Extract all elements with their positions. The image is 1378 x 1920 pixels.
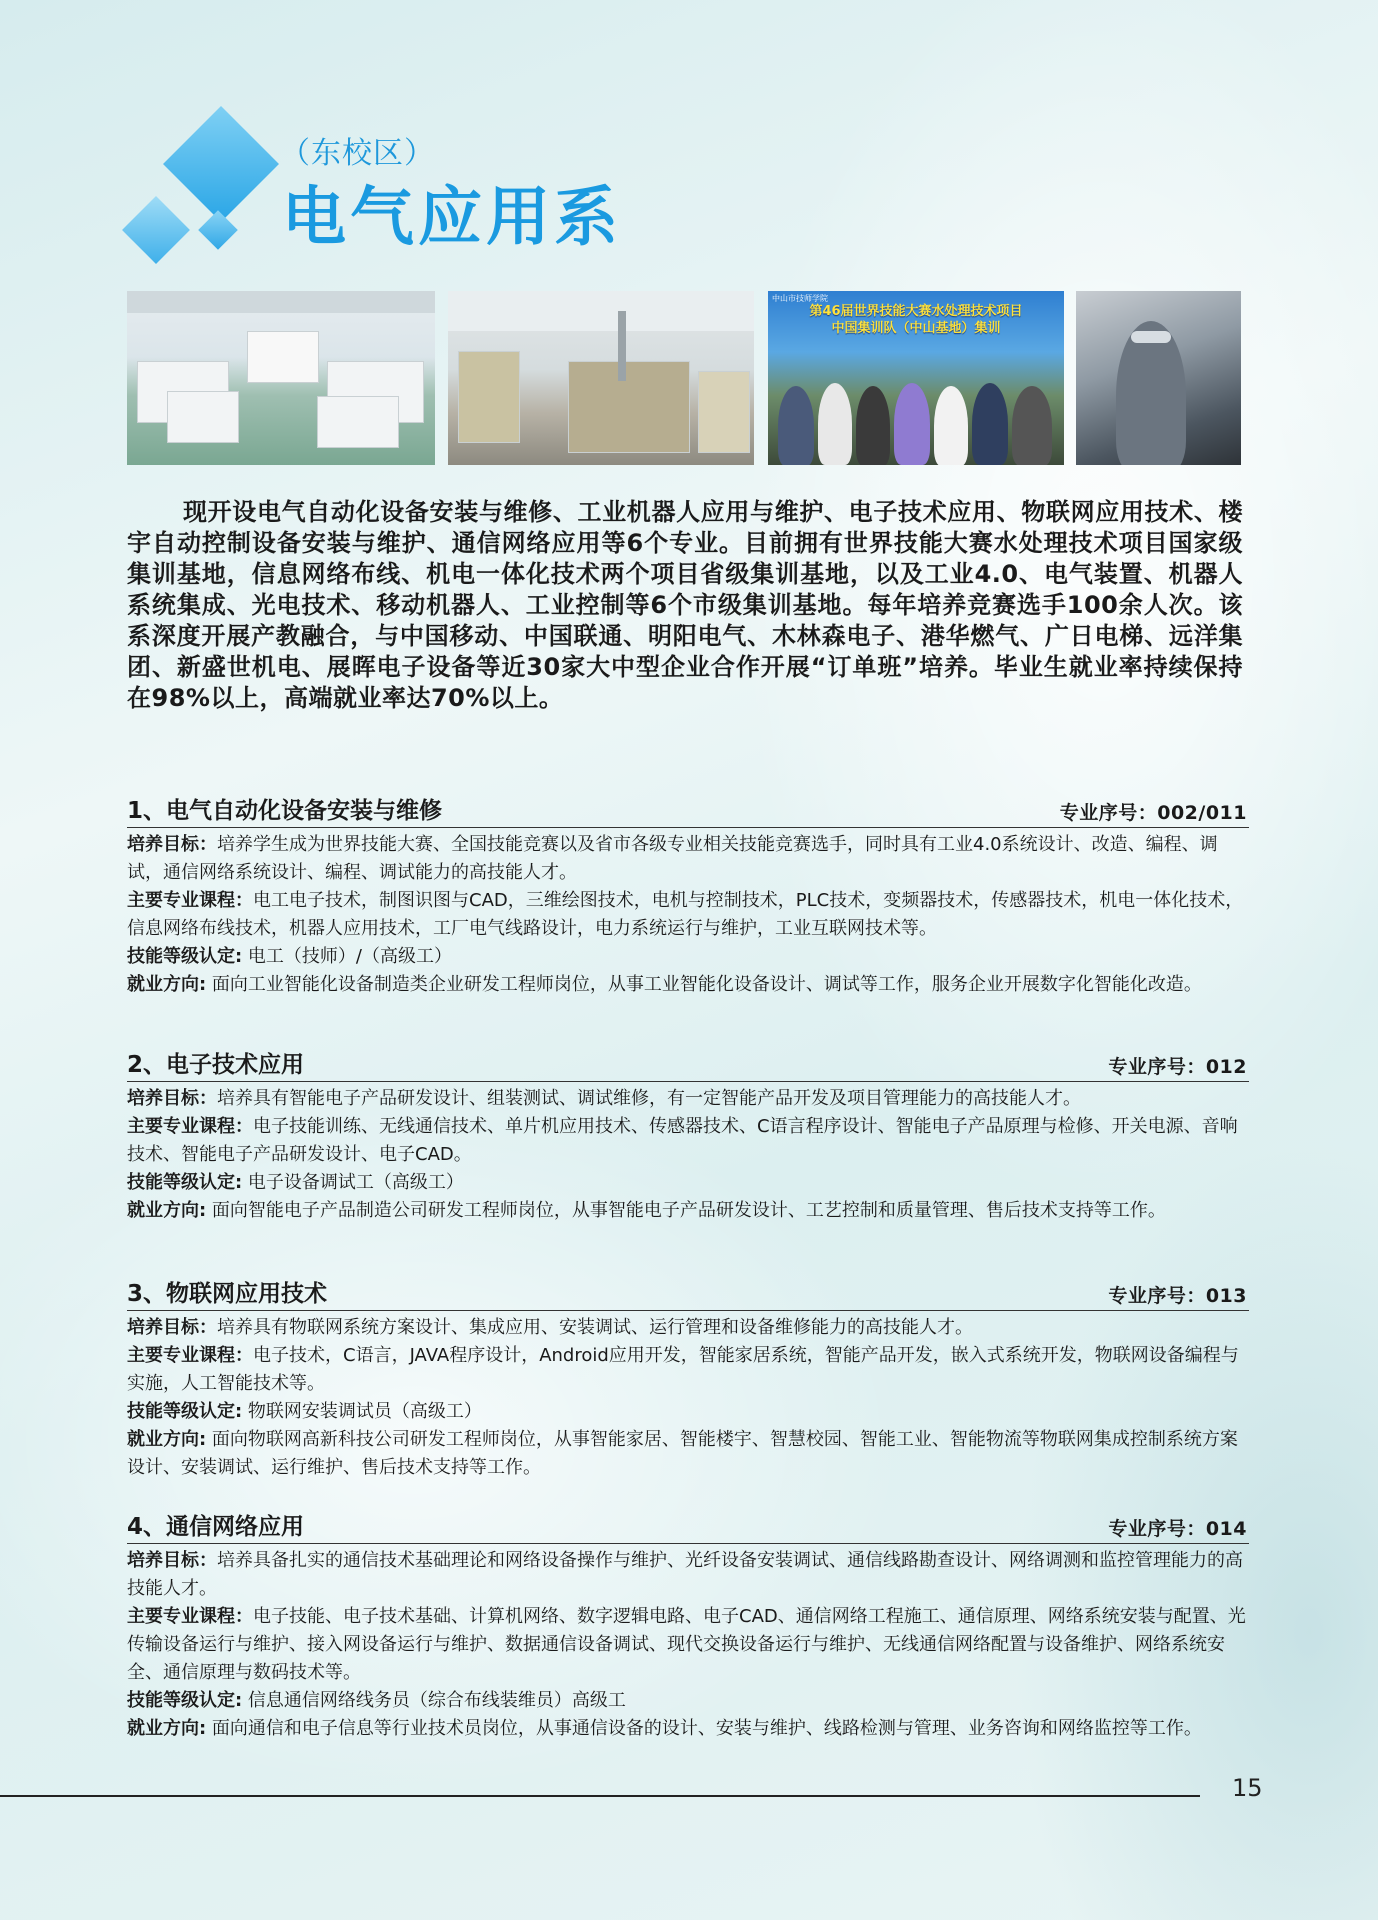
- skill-certification: 技能等级认定: 电工（技师）/（高级工）: [127, 946, 452, 967]
- section-header: [127, 1509, 1249, 1544]
- page-title: 电气应用系: [282, 181, 622, 255]
- section-title: 3、物联网应用技术: [127, 1281, 328, 1307]
- major-section-3: [127, 1276, 1249, 1482]
- main-courses: 主要专业课程：电子技能训练、无线通信技术、单片机应用技术、传感器技术、C语言程序设计、智能电子产品原理与检修、开关电源、音响技术、智能电子产品研发设计、电子CAD。: [127, 1116, 1238, 1165]
- career-direction: 就业方向: 面向智能电子产品制造公司研发工程师岗位，从事智能电子产品研发设计、工艺控制和质量管理、售后技术支持等工作。: [127, 1200, 1166, 1221]
- skill-certification: 技能等级认定: 电子设备调试工（高级工）: [127, 1172, 464, 1193]
- photo-team-group: [768, 291, 1064, 465]
- major-section-4: [127, 1509, 1249, 1743]
- major-code: 专业序号：012: [1108, 1056, 1247, 1078]
- career-direction: 就业方向: 面向物联网高新科技公司研发工程师岗位，从事智能家居、智能楼宇、智慧校园、智能工业、智能物流等物联网集成控制系统方案设计、安装调试、运行维护、售后技术支持等工作。: [127, 1429, 1238, 1478]
- photo-banner: 第46届世界技能大赛水处理技术项目 中国集训队（中山基地）集训: [809, 304, 1023, 336]
- decor-diamond-medium: [122, 196, 190, 264]
- campus-label: （东校区）: [280, 136, 435, 171]
- photo-lab-classroom: [127, 291, 435, 465]
- main-courses: 主要专业课程：电子技术，C语言，JAVA程序设计，Android应用开发，智能家居系统，智能产品开发，嵌入式系统开发，物联网设备编程与实施，人工智能技术等。: [127, 1345, 1239, 1394]
- section-header: [127, 793, 1249, 828]
- photo-robot-workshop: [448, 291, 754, 465]
- intro-paragraph: 现开设电气自动化设备安装与维修、工业机器人应用与维护、电子技术应用、物联网应用技术、楼宇自动控制设备安装与维护、通信网络应用等6个专业。目前拥有世界技能大赛水处理技术项目国家级集训基地，信息网络布线、机电一体化技术两个项目省级集训基地，以及工业4.0、电气装置、机器人系统集成、光电技术、移动机器人、工业控制等6个市级集训基地。每年培养竞赛选手100余人次。该系深度开展产教融合，与中国移动、中国联通、明阳电气、木林森电子、港华燃气、广日电梯、远洋集团、新盛世机电、展晖电子设备等近30家大中型企业合作开展“订单班”培养。毕业生就业率持续保持在98%以上，高端就业率达70%以上。: [127, 498, 1243, 712]
- decor-diamond-large: [163, 106, 279, 222]
- career-direction: 就业方向: 面向通信和电子信息等行业技术员岗位，从事通信设备的设计、安装与维护、线路检测与管理、业务咨询和网络监控等工作。: [127, 1718, 1202, 1739]
- section-header: [127, 1276, 1249, 1311]
- major-section-1: [127, 793, 1249, 999]
- footer-divider: [0, 1795, 1200, 1797]
- photo-student-working: [1076, 291, 1241, 465]
- main-courses: 主要专业课程：电工电子技术，制图识图与CAD，三维绘图技术，电机与控制技术，PLC技术，变频器技术，传感器技术，机电一体化技术，信息网络布线技术，机器人应用技术，工厂电气线路设计，电力系统运行与维护，工业互联网技术等。: [127, 890, 1244, 939]
- skill-certification: 技能等级认定: 信息通信网络线务员（综合布线装维员）高级工: [127, 1690, 626, 1711]
- section-title: 2、电子技术应用: [127, 1052, 305, 1078]
- training-goal: 培养目标：培养具备扎实的通信技术基础理论和网络设备操作与维护、光纤设备安装调试、通信线路勘查设计、网络调测和监控管理能力的高技能人才。: [127, 1550, 1243, 1599]
- major-code: 专业序号：013: [1108, 1285, 1247, 1307]
- page-number: 15: [1232, 1774, 1263, 1802]
- training-goal: 培养目标：培养具有物联网系统方案设计、集成应用、安装调试、运行管理和设备维修能力的高技能人才。: [127, 1317, 973, 1338]
- decor-diamond-small: [198, 210, 238, 250]
- training-goal: 培养目标：培养学生成为世界技能大赛、全国技能竞赛以及省市各级专业相关技能竞赛选手，同时具有工业4.0系统设计、改造、编程、调试，通信网络系统设计、编程、调试能力的高技能人才。: [127, 834, 1218, 883]
- major-section-2: [127, 1047, 1249, 1225]
- training-goal: 培养目标：培养具有智能电子产品研发设计、组装测试、调试维修，有一定智能产品开发及项目管理能力的高技能人才。: [127, 1088, 1081, 1109]
- career-direction: 就业方向: 面向工业智能化设备制造类企业研发工程师岗位，从事工业智能化设备设计、调试等工作，服务企业开展数字化智能化改造。: [127, 974, 1202, 995]
- section-title: 1、电气自动化设备安装与维修: [127, 798, 443, 824]
- major-code: 专业序号：014: [1108, 1518, 1247, 1540]
- banner-logo: 中山市技师学院: [772, 294, 828, 303]
- section-header: [127, 1047, 1249, 1082]
- skill-certification: 技能等级认定: 物联网安装调试员（高级工）: [127, 1401, 482, 1422]
- main-courses: 主要专业课程：电子技能、电子技术基础、计算机网络、数字逻辑电路、电子CAD、通信网络工程施工、通信原理、网络系统安装与配置、光传输设备运行与维护、接入网设备运行与维护、数据通信设备调试、现代交换设备运行与维护、无线通信网络配置与设备维护、网络系统安全、通信原理与数码技术等。: [127, 1606, 1246, 1683]
- section-title: 4、通信网络应用: [127, 1514, 305, 1540]
- major-code: 专业序号：002/011: [1059, 802, 1247, 824]
